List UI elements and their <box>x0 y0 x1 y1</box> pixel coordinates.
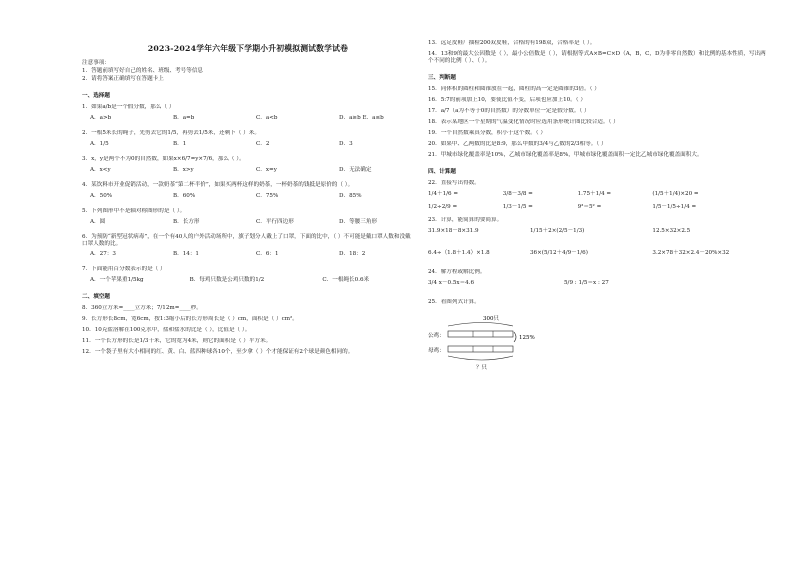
question-1-options <box>82 115 414 122</box>
calc-item: 1/5－1/5÷1/4 = <box>652 203 697 210</box>
question-23: 23．计算，能简算的要简算。 <box>428 216 503 223</box>
option[interactable]: D．3 <box>339 140 353 147</box>
question-6-options <box>82 251 414 258</box>
question-1: 1．如果a/b是一个假分数，那么（ ） <box>82 103 175 110</box>
question-20: 20．如果甲、乙两数的比是8:9，那么甲数的3/4与乙数的2/3相等。（ ） <box>428 140 607 147</box>
question-7-options <box>82 277 414 284</box>
question-21: 21．甲城市绿化覆盖率是10%，乙城市绿化覆盖率是8%，甲城市绿化覆盖面积一定比乙城市绿化覆盖面积大。 <box>428 151 703 158</box>
question-4-options <box>82 193 414 200</box>
bar-hen <box>448 346 513 352</box>
question-24: 24．解方程或解比例。 <box>428 268 486 275</box>
option[interactable]: B．60% <box>173 192 196 199</box>
option[interactable]: B．长方形 <box>173 218 200 225</box>
calc-item: 9³＝5² = <box>577 203 602 210</box>
section-fill: 二、填空题 <box>82 294 110 301</box>
calc-row <box>428 228 768 235</box>
calc-item: 1.75＋1/4 = <box>577 190 612 197</box>
section-judge: 三、判断题 <box>428 74 456 81</box>
option[interactable]: C．2 <box>256 140 270 147</box>
option[interactable]: B．a=b <box>173 114 195 121</box>
right-column <box>428 40 768 374</box>
option[interactable]: A．50% <box>90 192 113 199</box>
question-2: 2．一根5米长的绳子，先剪去它的1/5，再剪去1/5米，还剩下（ ）米。 <box>82 129 260 136</box>
line-diagram <box>428 314 768 374</box>
calc-row <box>428 250 768 257</box>
segment-diagram <box>428 314 588 374</box>
question-6: 6．为预防“新型冠状病毒”，在一个有40人的户外活动场所中，旗子划分人戴上了口罩，下面的比中，（ ）不可能是戴口罩人数和没戴口罩人数的比。 <box>82 233 411 247</box>
option[interactable]: C．6：1 <box>256 251 279 258</box>
option[interactable]: C．75% <box>256 192 279 199</box>
option[interactable]: B．1 <box>173 140 187 147</box>
question-9: 9．长方形长8cm，宽6cm，按1:3缩小后的长方形周长是（ ）cm，面积是（ ）cm²。 <box>82 316 298 323</box>
question-11: 11．一个长方形的长是1/3千米，它的宽为4米，则它的面积是（ ）平方米。 <box>82 338 272 345</box>
question-19: 19．一个自然数乘真分数，积小于这个数。（ ） <box>428 129 546 136</box>
question-15: 15．同体积的圆柱和圆锥放在一起，圆柱的高一定是圆锥的3倍。（ ） <box>428 85 600 92</box>
option[interactable]: D．无法确定 <box>339 166 372 173</box>
option[interactable]: D．a≥b E．a≤b <box>339 114 384 121</box>
calc-item: 1/3－1/5 = <box>502 203 533 210</box>
option[interactable]: C．平行四边形 <box>256 218 294 225</box>
question-2-options <box>82 141 414 148</box>
calc-item: 12.5×32×2.5 <box>652 227 691 234</box>
calc-item: 1/4＋1/6 = <box>428 190 459 197</box>
section-choice: 一、选择题 <box>82 92 110 99</box>
question-12: 12．一个袋子里有大小相同的红、黄、白、蓝四种球各10个，至少拿（ ）个才能保证有2个球是颜色相同的。 <box>82 349 354 356</box>
option[interactable]: C．a<b <box>256 114 278 121</box>
option[interactable]: C．一根绳长0.6米 <box>322 277 370 284</box>
question-22: 22．直接写出得数。 <box>428 179 480 186</box>
option[interactable]: A．一个苹果重1/5kg <box>90 277 144 284</box>
page-title: 2023-2024学年六年级下学期小升初模拟测试数学试卷 <box>147 44 349 53</box>
question-3: 3．x，y是两个不为0的自然数，如果x×6/7=y×7/6，那么（ ）。 <box>82 155 245 162</box>
option[interactable]: D．18：2 <box>339 251 366 258</box>
question-16: 16．5:7的前项加上10，要使比值不变，后项也应加上10。（ ） <box>428 96 586 103</box>
calc-item: (1/5＋1/4)×20 = <box>652 190 699 197</box>
side-brace <box>514 332 516 342</box>
question-4: 4．某饮料市开业促销活动，一款奶茶“第二杯半价”，如果买两杯这样的奶茶，一杯奶茶的钱抵是原价的（ ）。 <box>82 181 354 188</box>
calc-row <box>428 204 768 211</box>
question-14: 14．13和9的最大公因数是（ ），最小公倍数是（ ），请根据等式A×B=C×D（A，B，C，D为非零自然数）和比例的基本性质，写出两个不同的比例（ ）、（ ）。 <box>428 50 766 64</box>
option[interactable]: B．x>y <box>173 166 194 173</box>
notice-head: 注意事项： <box>82 59 110 66</box>
question-18: 18．表示某地区一个星期的气温变化情况时应选用条形统计图比较合适。（ ） <box>428 118 619 125</box>
equation: 3/4 x－0.5x＝4.6 <box>428 279 475 286</box>
question-7: 7．下面能用百分数表示的是（ ） <box>82 266 166 273</box>
option[interactable]: D．等腰三角形 <box>339 218 378 225</box>
option[interactable]: A．27：3 <box>90 251 116 258</box>
notice-item: 2．请将答案正确填写在答题卡上 <box>82 75 164 82</box>
question-8: 8．360立方米=____立方米；7/12m=____秒。 <box>82 305 202 312</box>
question-25: 25．看图列式计算。 <box>428 298 480 305</box>
question-3-options <box>82 167 414 174</box>
diagram-row2-label: 母鸡： <box>428 347 445 354</box>
question-13: 13．远足皮鞋厂抽检200双皮鞋，合格的有198双，合格率是（ ）。 <box>428 40 596 46</box>
diagram-pct-label: 125% <box>519 334 535 341</box>
option[interactable]: A．1/5 <box>90 140 109 147</box>
calc-item: 3.2×78＋32×2.4－20%×32 <box>652 249 730 256</box>
equation-row <box>428 280 768 287</box>
calc-item: 3/8－3/8 = <box>502 190 533 197</box>
diagram-question-label: ？只 <box>476 364 488 371</box>
question-5: 5．下列图形中不是轴对称图形的是（ ）。 <box>82 207 186 214</box>
diagram-row1-label: 公鸡： <box>428 332 445 339</box>
calc-item: 1/15＋2×(2/5－1/3) <box>530 227 585 234</box>
calc-item: 6.4÷（1.8＋1.4）×1.8 <box>428 249 490 256</box>
option[interactable]: A．圆 <box>90 218 106 225</box>
bottom-brace <box>448 356 513 360</box>
question-10: 10．10克盐溶解在100克水中，盐和盐水的比是（ ），比值是（ ）。 <box>82 327 251 334</box>
top-brace <box>448 322 513 326</box>
notice-item: 1．答题前填写好自己的姓名、班级、考号等信息 <box>82 67 204 74</box>
calc-item: 31.9×18－8×31.9 <box>428 227 479 234</box>
question-5-options <box>82 219 414 226</box>
question-17: 17．a/7（a为不等于0的自然数）的分数单位一定是假分数。（ ） <box>428 107 590 114</box>
section-calc: 四、计算题 <box>428 168 456 175</box>
calc-item: 36×(5/12＋4/9－1/6) <box>530 249 588 256</box>
option[interactable]: B．14：1 <box>173 251 199 258</box>
option[interactable]: A．x<y <box>90 166 111 173</box>
option[interactable]: A．a>b <box>90 114 112 121</box>
equation: 5/9 : 1/5＝x : 27 <box>564 279 609 286</box>
calc-row <box>428 191 768 198</box>
left-column <box>82 40 414 360</box>
option[interactable]: D．85% <box>339 192 362 199</box>
calc-item: 1/2÷2/9 = <box>428 203 458 210</box>
bar-rooster <box>448 331 513 337</box>
option[interactable]: C．x=y <box>256 166 277 173</box>
option[interactable]: B．每鸡只数是公鸡只数的1/2 <box>189 277 265 284</box>
diagram-top-label: 300只 <box>483 315 499 322</box>
